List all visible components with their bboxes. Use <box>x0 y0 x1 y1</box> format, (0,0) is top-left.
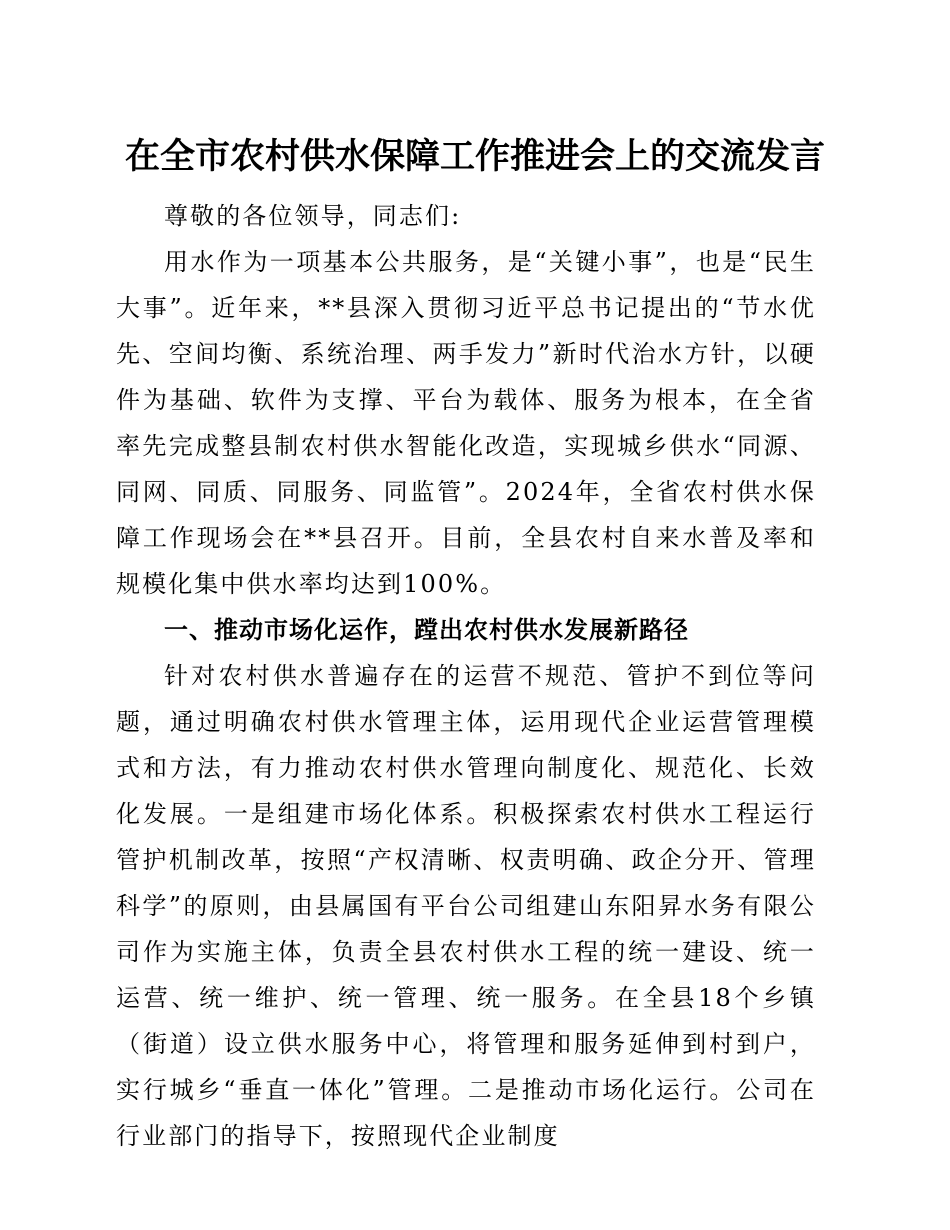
salutation: 尊敬的各位领导，同志们: <box>164 202 462 230</box>
section-paragraph: 针对农村供水普遍存在的运营不规范、管护不到位等问题，通过明确农村供水管理主体，运用现代企业运营管理模式和方法，有力推动农村供水管理向制度化、规范化、长效化发展。一是组建市场化体系。积极探索农村供水工程运行管护机制改革，按照“产权清晰、权责明确、政企分开、管理科学”的原则，由县属国有平台公司组建山东阳昇水务有限公司作为实施主体，负责全县农村供水工程的统一建设、统一运营、统一维护、统一管理、统一服务。在全县18个乡镇（街道）设立供水服务中心，将管理和服务延伸到村到户，实行城乡“垂直一体化”管理。二是推动市场化运行。公司在行业部门的指导下，按照现代企业制度 <box>116 662 816 1150</box>
intro-paragraph: 用水作为一项基本公共服务，是“关键小事”，也是“民生大事”。近年来，**县深入贯彻习近平总书记提出的“节水优先、空间均衡、系统治理、两手发力”新时代治水方针，以硬件为基础、软件为支撑、平台为载体、服务为根本，在全省率先完成整县制农村供水智能化改造，实现城乡供水“同源、同网、同质、同服务、同监管”。2024年，全省农村供水保障工作现场会在**县召开。目前，全县农村自来水普及率和规模化集中供水率均达到100%。 <box>116 248 816 598</box>
document-body <box>116 193 816 1159</box>
document-title: 在全市农村供水保障工作推进会上的交流发言 <box>124 136 825 177</box>
section-heading: 一、推动市场化运作，蹚出农村供水发展新路径 <box>164 616 689 644</box>
